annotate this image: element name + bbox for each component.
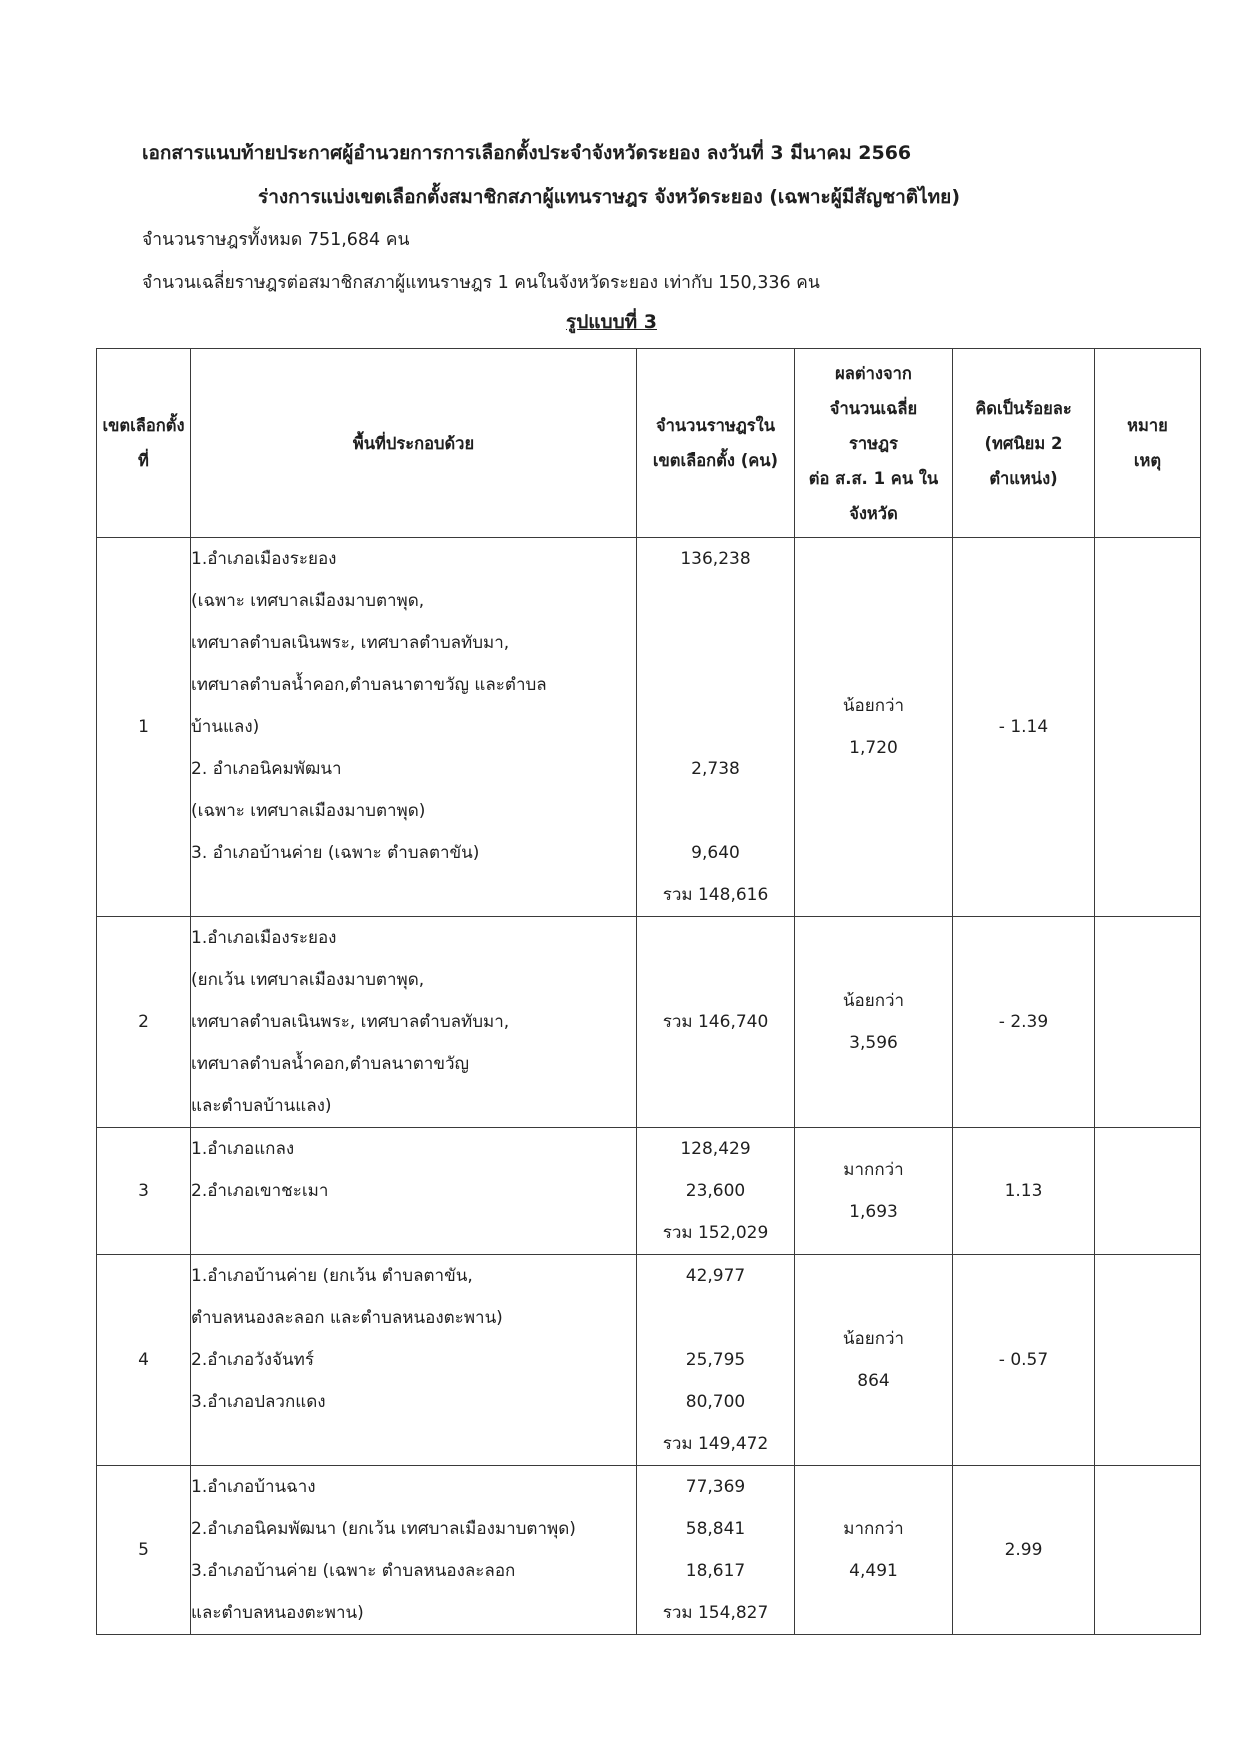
population-total: จำนวนราษฎรทั้งหมด 751,684 คน — [142, 230, 410, 250]
header-population: จำนวนราษฎรใน เขตเลือกตั้ง (คน) — [637, 349, 795, 538]
difference-cell — [795, 538, 953, 917]
area-line — [191, 1423, 636, 1465]
remark-cell — [1095, 1255, 1201, 1466]
area-line: 1.อำเภอแกลง — [191, 1139, 295, 1159]
percent-cell — [953, 1255, 1095, 1466]
area-line: และตำบลหนองตะพาน) — [191, 1603, 364, 1623]
population-value: 2,738 — [691, 759, 740, 779]
header-district: เขตเลือกตั้ง ที่ — [97, 349, 191, 538]
population-value — [637, 959, 794, 1001]
population-average: จำนวนเฉลี่ยราษฎรต่อสมาชิกสภาผู้แทนราษฎร 1 คนในจังหวัดระยอง เท่ากับ 150,336 คน — [142, 273, 820, 293]
population-value — [637, 622, 794, 664]
population-value: 18,617 — [685, 1561, 746, 1581]
table-row — [97, 538, 1201, 917]
population-value — [637, 664, 794, 706]
population-value — [637, 917, 794, 959]
population-value: 23,600 — [685, 1181, 746, 1201]
area-line: 1.อำเภอเมืองระยอง — [191, 928, 337, 948]
population-value: 136,238 — [680, 549, 751, 569]
district-number: 2 — [138, 1012, 149, 1032]
table-row — [97, 1255, 1201, 1466]
difference-cell — [795, 917, 953, 1128]
population-value: รวม 152,029 — [662, 1223, 769, 1243]
header-remark: หมาย เหตุ — [1095, 349, 1201, 538]
population-cell — [637, 538, 795, 917]
area-line: (เฉพาะ เทศบาลเมืองมาบตาพุด) — [191, 801, 426, 821]
area-line — [191, 1212, 636, 1254]
area-line: 1.อำเภอบ้านฉาง — [191, 1477, 316, 1497]
population-cell — [637, 1255, 795, 1466]
population-value — [637, 790, 794, 832]
area-cell — [191, 1255, 637, 1466]
area-cell — [191, 917, 637, 1128]
remark-cell — [1095, 538, 1201, 917]
area-line: 2. อำเภอนิคมพัฒนา — [191, 759, 342, 779]
area-line: 2.อำเภอนิคมพัฒนา (ยกเว้น เทศบาลเมืองมาบตาพุด) — [191, 1519, 576, 1539]
population-cell — [637, 1128, 795, 1255]
difference-value: มากกว่า — [843, 1160, 904, 1180]
population-cell — [637, 917, 795, 1128]
population-value: รวม 148,616 — [662, 885, 769, 905]
document-title-line-2: ร่างการแบ่งเขตเลือกตั้งสมาชิกสภาผู้แทนราษฎร จังหวัดระยอง (เฉพาะผู้มีสัญชาติไทย) — [258, 186, 960, 208]
header-area: พื้นที่ประกอบด้วย — [191, 349, 637, 538]
difference-value: 1,693 — [849, 1202, 898, 1222]
difference-value: 1,720 — [849, 738, 898, 758]
district-number-cell — [97, 1255, 191, 1466]
percent-cell — [953, 1466, 1095, 1635]
area-line: เทศบาลตำบลเนินพระ, เทศบาลตำบลทับมา, — [191, 1012, 510, 1032]
area-line: บ้านแลง) — [191, 717, 260, 737]
population-value — [637, 1297, 794, 1339]
form-label: รูปแบบที่ 3 — [566, 311, 657, 333]
table-row — [97, 1128, 1201, 1255]
area-line: 3.อำเภอปลวกแดง — [191, 1392, 326, 1412]
difference-value: 864 — [857, 1371, 890, 1391]
table-row — [97, 917, 1201, 1128]
remark-cell — [1095, 917, 1201, 1128]
district-number-cell — [97, 538, 191, 917]
population-value: 58,841 — [685, 1519, 746, 1539]
difference-value: 4,491 — [849, 1561, 898, 1581]
population-value — [637, 1043, 794, 1085]
difference-value: น้อยกว่า — [842, 991, 905, 1011]
area-line: และตำบลบ้านแลง) — [191, 1096, 332, 1116]
population-value: 42,977 — [685, 1266, 746, 1286]
area-cell — [191, 538, 637, 917]
table-header-row — [97, 349, 1201, 538]
population-value: รวม 146,740 — [662, 1012, 769, 1032]
area-line: (ยกเว้น เทศบาลเมืองมาบตาพุด, — [191, 970, 425, 990]
population-value: 77,369 — [685, 1477, 746, 1497]
population-value: 80,700 — [685, 1392, 746, 1412]
area-line: (เฉพาะ เทศบาลเมืองมาบตาพุด, — [191, 591, 425, 611]
district-table — [96, 348, 1201, 1635]
population-value — [637, 1085, 794, 1127]
remark-cell — [1095, 1128, 1201, 1255]
area-line: 2.อำเภอเขาชะเมา — [191, 1181, 329, 1201]
header-percent: คิดเป็นร้อยละ (ทศนิยม 2 ตำแหน่ง) — [953, 349, 1095, 538]
population-value: 128,429 — [680, 1139, 751, 1159]
difference-value: น้อยกว่า — [842, 1329, 905, 1349]
area-cell — [191, 1128, 637, 1255]
percent-value: 1.13 — [1004, 1181, 1043, 1201]
difference-value: มากกว่า — [843, 1519, 904, 1539]
area-line: 1.อำเภอบ้านค่าย (ยกเว้น ตำบลตาขัน, — [191, 1266, 473, 1286]
percent-value: 2.99 — [1004, 1540, 1043, 1560]
percent-value: - 1.14 — [998, 717, 1049, 737]
population-value — [637, 580, 794, 622]
percent-value: - 2.39 — [998, 1012, 1049, 1032]
table-row — [97, 1466, 1201, 1635]
population-value: 25,795 — [685, 1350, 746, 1370]
area-line: เทศบาลตำบลเนินพระ, เทศบาลตำบลทับมา, — [191, 633, 510, 653]
area-line — [191, 874, 636, 916]
difference-value: น้อยกว่า — [842, 696, 905, 716]
percent-cell — [953, 1128, 1095, 1255]
difference-value: 3,596 — [849, 1033, 898, 1053]
population-cell — [637, 1466, 795, 1635]
population-value — [637, 706, 794, 748]
difference-cell — [795, 1255, 953, 1466]
area-line: เทศบาลตำบลน้ำคอก,ตำบลนาตาขวัญ — [191, 1054, 470, 1074]
area-line: 3.อำเภอบ้านค่าย (เฉพาะ ตำบลหนองละลอก — [191, 1561, 516, 1581]
district-number: 4 — [138, 1350, 149, 1370]
district-number-cell — [97, 1128, 191, 1255]
area-cell — [191, 1466, 637, 1635]
area-line: 1.อำเภอเมืองระยอง — [191, 549, 337, 569]
area-line: ตำบลหนองละลอก และตำบลหนองตะพาน) — [191, 1308, 503, 1328]
area-line: 2.อำเภอวังจันทร์ — [191, 1350, 314, 1370]
population-value: รวม 154,827 — [662, 1603, 769, 1623]
document-title-line-1: เอกสารแนบท้ายประกาศผู้อำนวยการการเลือกตั้งประจำจังหวัดระยอง ลงวันที่ 3 มีนาคม 2566 — [142, 142, 912, 164]
area-line: 3. อำเภอบ้านค่าย (เฉพาะ ตำบลตาขัน) — [191, 843, 480, 863]
area-line: เทศบาลตำบลน้ำคอก,ตำบลนาตาขวัญ และตำบล — [191, 675, 547, 695]
header-difference: ผลต่างจาก จำนวนเฉลี่ย ราษฎร ต่อ ส.ส. 1 คน ใน จังหวัด — [795, 349, 953, 538]
difference-cell — [795, 1466, 953, 1635]
district-number: 3 — [138, 1181, 149, 1201]
remark-cell — [1095, 1466, 1201, 1635]
percent-cell — [953, 538, 1095, 917]
district-number: 5 — [138, 1540, 149, 1560]
percent-cell — [953, 917, 1095, 1128]
district-number-cell — [97, 1466, 191, 1635]
percent-value: - 0.57 — [998, 1350, 1049, 1370]
population-value: รวม 149,472 — [662, 1434, 769, 1454]
district-number: 1 — [138, 717, 149, 737]
district-number-cell — [97, 917, 191, 1128]
difference-cell — [795, 1128, 953, 1255]
population-value: 9,640 — [691, 843, 740, 863]
